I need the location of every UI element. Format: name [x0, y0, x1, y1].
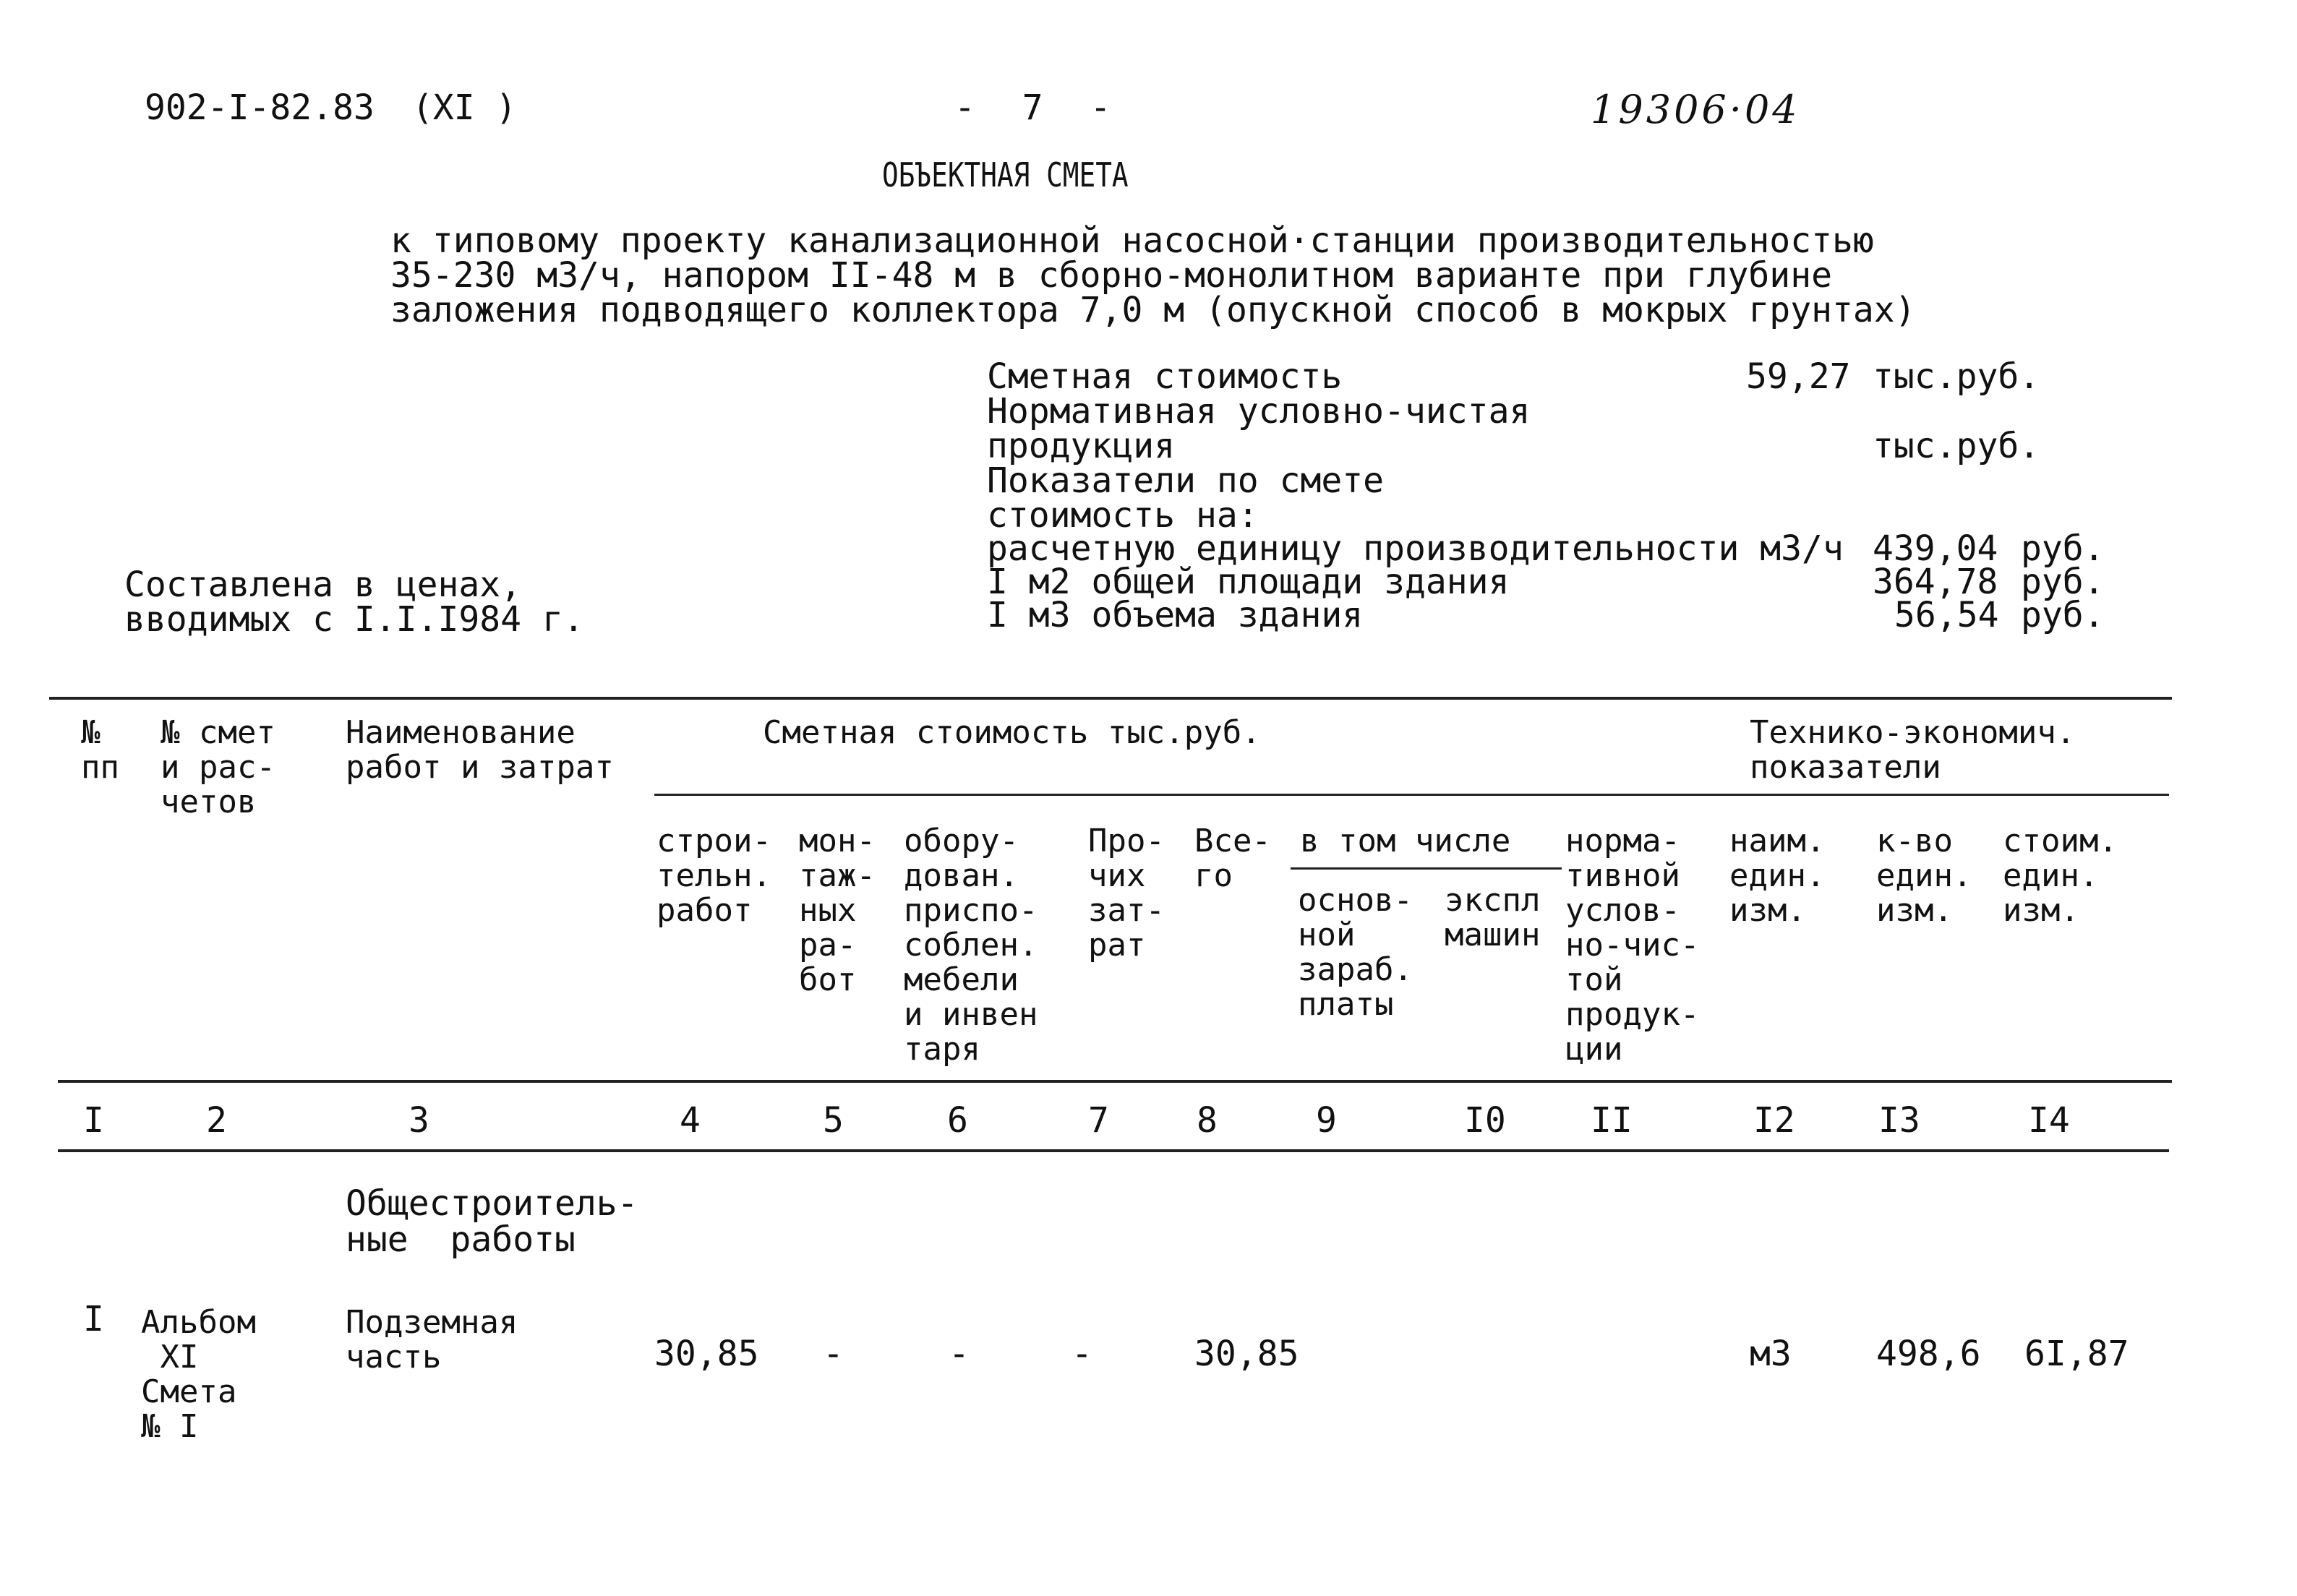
indicators-label-1: Показатели по смете [987, 460, 1385, 501]
header-technical-indicators: Технико-экономич. показатели [1750, 714, 2076, 786]
page-title: ОБЪЕКТНАЯ СМЕТА [882, 155, 1129, 194]
header-net-production: норма- тивной услов- но-чис- той продук- ции [1565, 823, 1700, 1068]
header-other-costs: Про- чих зат- рат [1088, 823, 1165, 964]
subtitle-line-3: заложения подводящего коллектора 7,0 м (опускной способ в мокрых грунтах) [390, 290, 1916, 330]
compiled-line-1: Составлена в ценах, [124, 565, 522, 605]
column-number: 4 [680, 1100, 701, 1141]
indicator-label: расчетную единицу производительности м3/ч [987, 528, 1844, 569]
column-number: I0 [1464, 1100, 1506, 1141]
column-number: I4 [2028, 1100, 2070, 1141]
row-unit-quantity: 498,6 [1876, 1334, 1981, 1374]
header-work-name: Наименование работ и затрат [346, 714, 614, 786]
norm-label-1: Нормативная условно-чистая [987, 391, 1531, 432]
indicator-label: I м2 общей площади здания [987, 562, 1510, 602]
column-number: II [1591, 1100, 1633, 1141]
row-estimate-ref: Альбом XI Смета № I [141, 1304, 256, 1445]
header-machine-operation: экспл машин [1445, 882, 1541, 953]
row-total-cost: 30,85 [1194, 1334, 1299, 1374]
including-rule [1291, 867, 1562, 870]
row-unit-name: м3 [1750, 1334, 1792, 1374]
row-unit-cost: 6I,87 [2024, 1334, 2129, 1374]
norm-label-2: продукция [987, 426, 1176, 466]
column-number: 8 [1197, 1100, 1218, 1141]
header-number: № пп [81, 714, 119, 786]
header-construction-works: строи- тельн. работ [656, 823, 771, 929]
header-bottom-rule [58, 1080, 2172, 1083]
indicator-label: I м3 объема здания [987, 595, 1364, 635]
column-number: 5 [823, 1100, 844, 1141]
header-equipment: обору- дован. приспо- соблен. мебели и инвен таря [904, 823, 1038, 1068]
norm-unit: тыс.руб. [1873, 426, 2040, 466]
indicator-unit: руб. [2021, 528, 2105, 569]
column-number: I3 [1878, 1100, 1920, 1141]
indicator-value: 364,78 [1873, 562, 1998, 602]
subtitle-line-1: к типовому проекту канализационной насосной·станции производительностью [390, 220, 1874, 261]
header-unit-cost: стоим. един. изм. [2003, 823, 2118, 929]
row-number: I [83, 1299, 104, 1339]
indicator-unit: руб. [2021, 595, 2105, 635]
column-number: 7 [1088, 1100, 1109, 1141]
header-estimated-cost: Сметная стоимость тыс.руб. [763, 714, 1261, 751]
document-number: 19306·04 [1591, 87, 1800, 132]
document-code: 902-I-82.83 [145, 87, 375, 128]
header-total: Все- го [1194, 823, 1271, 894]
row-construction-cost: 30,85 [654, 1334, 759, 1374]
row-other-cost: - [1071, 1334, 1092, 1374]
row-equipment-cost: - [949, 1334, 970, 1374]
indicator-unit: руб. [2021, 562, 2105, 602]
page-number: - 7 - [954, 87, 1124, 128]
header-including: в том числе [1300, 823, 1511, 859]
indicators-label-2: стоимость на: [987, 495, 1259, 536]
header-cost-rule [654, 794, 2169, 796]
header-unit-name: наим. един. изм. [1729, 823, 1826, 929]
column-number: 6 [947, 1100, 968, 1141]
header-basic-wages: основ- ной зараб. платы [1298, 882, 1413, 1023]
cost-label: Сметная стоимость [987, 356, 1343, 397]
row-installation-cost: - [823, 1334, 844, 1374]
compiled-line-2: вводимых с I.I.I984 г. [124, 599, 584, 640]
row-work-name: Подземная часть [346, 1304, 518, 1376]
header-unit-quantity: к-во един. изм. [1876, 823, 1972, 929]
colnum-bottom-rule [58, 1149, 2169, 1152]
header-installation-works: мон- таж- ных ра- бот [799, 823, 876, 998]
header-estimate-number: № смет и рас- четов [161, 714, 275, 820]
column-number: 3 [409, 1100, 429, 1141]
section-heading: Общестроитель- ные работы [346, 1183, 638, 1260]
subtitle-line-2: 35-230 м3/ч, напором II-48 м в сборно-монолитном варианте при глубине [390, 255, 1832, 296]
column-number: 9 [1316, 1100, 1337, 1141]
cost-unit: тыс.руб. [1873, 356, 2040, 397]
cost-value: 59,27 [1746, 356, 1851, 397]
column-number: I [83, 1100, 104, 1141]
column-number: I2 [1753, 1100, 1795, 1141]
document-code-suffix: (XI ) [412, 87, 517, 128]
indicator-value: 56,54 [1894, 595, 1999, 635]
column-number: 2 [206, 1100, 227, 1141]
indicator-value: 439,04 [1873, 528, 1998, 569]
table-top-rule [49, 697, 2172, 700]
